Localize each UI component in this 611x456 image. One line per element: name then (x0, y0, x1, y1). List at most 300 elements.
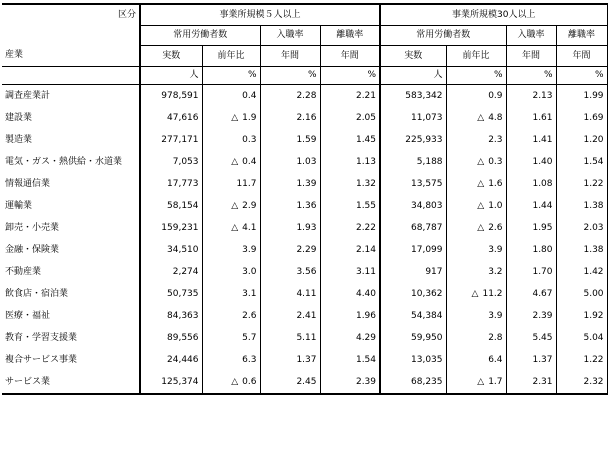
unit-person-30: 人 (380, 67, 446, 85)
entry-rate-30-cell (506, 327, 556, 349)
yoy-30-cell-value: 11.2 (482, 288, 503, 299)
exit-rate-5-cell (320, 261, 380, 283)
employees-5-cell (140, 239, 202, 261)
negative-mark: △ (477, 376, 485, 387)
entry-rate-30-cell-value: 1.37 (532, 354, 553, 365)
annual-heading-30-out: 年間 (556, 46, 607, 67)
yoy-30-cell-value: 2.3 (488, 134, 503, 145)
negative-mark: △ (477, 112, 485, 123)
exit-rate-5-cell (320, 173, 380, 195)
employees-5-cell-value: 277,171 (161, 134, 199, 145)
entry-rate-30-cell (506, 173, 556, 195)
negative-mark: △ (477, 222, 485, 233)
employees-5-cell-value: 34,510 (167, 244, 199, 255)
entry-rate-30-cell (506, 371, 556, 394)
entry-rate-5-cell-value: 2.41 (296, 310, 317, 321)
negative-mark: △ (231, 112, 239, 123)
employees-30-cell (380, 107, 446, 129)
group-5-heading: 事業所規模５人以上 (140, 4, 380, 26)
yoy-30-cell-value: 3.9 (488, 310, 503, 321)
yoy-5-cell (202, 349, 260, 371)
yoy-5-cell-value: 0.6 (242, 376, 257, 387)
yoy-30-cell (446, 349, 506, 371)
yoy-30-cell (446, 129, 506, 151)
exit-rate-30-cell-value: 2.32 (583, 376, 604, 387)
yoy-5-cell-value: 3.1 (242, 288, 257, 299)
table-row (2, 195, 607, 217)
employees-5-cell (140, 151, 202, 173)
employees-30-cell (380, 371, 446, 394)
industry-cell (2, 195, 140, 217)
exit-rate-5-cell-value: 2.39 (355, 376, 377, 387)
employees-5-cell-value: 24,446 (167, 354, 199, 365)
unit-person-5: 人 (140, 67, 202, 85)
entry-rate-5-cell (260, 371, 320, 394)
employees-5-cell (140, 349, 202, 371)
entry-rate-30-cell (506, 283, 556, 305)
entry-rate-30-cell-value: 2.31 (532, 376, 553, 387)
exit-rate-5-cell (320, 195, 380, 217)
employees-5-cell (140, 283, 202, 305)
yoy-5-cell (202, 107, 260, 129)
exit-rate-30-cell (556, 217, 607, 239)
employees-5-cell (140, 371, 202, 394)
entry-rate-30-cell-value: 1.70 (532, 266, 553, 277)
negative-mark: △ (231, 200, 239, 211)
yoy-30-cell-value: 2.8 (488, 332, 503, 343)
employees-5-cell (140, 173, 202, 195)
yoy-30-cell-value: 2.6 (488, 222, 503, 233)
exit-rate-30-cell-value: 1.54 (583, 156, 604, 167)
entry-rate-30-cell-value: 1.44 (532, 200, 553, 211)
table-row (2, 239, 607, 261)
unit-pct-5-in: % (260, 67, 320, 85)
industry-cell (2, 151, 140, 173)
yoy-30-cell-value: 3.2 (488, 266, 503, 277)
yoy-5-cell-value: 11.7 (236, 178, 257, 189)
yoy-30-cell (446, 151, 506, 173)
industry-cell-value: 運輸業 (5, 200, 33, 211)
negative-mark: △ (231, 222, 239, 233)
entry-rate-30-cell-value: 1.95 (532, 222, 553, 233)
industry-cell-value: 情報通信業 (5, 178, 51, 189)
entry-rate-5-cell (260, 305, 320, 327)
employees-30-cell (380, 195, 446, 217)
entry-rate-30-cell (506, 195, 556, 217)
table-row (2, 85, 607, 108)
exit-rate-5-cell-value: 4.40 (355, 288, 377, 299)
industry-cell-value: 卸売・小売業 (5, 222, 60, 233)
exit-rate-5-cell-value: 2.14 (355, 244, 377, 255)
employees-heading-30: 常用労働者数 (380, 26, 506, 46)
exit-rate-5-cell (320, 85, 380, 108)
entry-rate-5-cell (260, 195, 320, 217)
yoy-5-cell (202, 195, 260, 217)
exit-rate-5-cell (320, 305, 380, 327)
employees-5-cell-value: 125,374 (161, 376, 199, 387)
employees-5-cell-value: 50,735 (167, 288, 199, 299)
entry-rate-5-cell-value: 2.28 (296, 90, 317, 101)
industry-cell (2, 239, 140, 261)
exit-rate-5-cell-value: 3.11 (355, 266, 377, 277)
employees-30-cell-value: 68,235 (411, 376, 443, 387)
entry-rate-30-cell (506, 261, 556, 283)
entry-rate-5-cell-value: 5.11 (296, 332, 317, 343)
exit-rate-30-cell (556, 85, 607, 108)
industry-cell-value: 建設業 (5, 112, 33, 123)
yoy-5-cell-value: 2.6 (242, 310, 257, 321)
table-row (2, 261, 607, 283)
labor-statistics-table (2, 3, 608, 395)
unit-pct-30-out: % (556, 67, 607, 85)
entry-rate-30-cell (506, 305, 556, 327)
unit-pct-30-yoy: % (446, 67, 506, 85)
employees-30-cell (380, 129, 446, 151)
exit-rate-30-cell-value: 5.04 (583, 332, 604, 343)
exit-rate-30-cell (556, 305, 607, 327)
yoy-5-cell-value: 0.4 (242, 156, 257, 167)
employees-5-cell (140, 327, 202, 349)
employees-5-cell (140, 261, 202, 283)
entry-rate-5-cell (260, 327, 320, 349)
exit-rate-30-cell (556, 195, 607, 217)
yoy-5-cell (202, 261, 260, 283)
yoy-30-cell (446, 239, 506, 261)
exit-rate-5-cell (320, 239, 380, 261)
yoy-30-cell-value: 3.9 (488, 244, 503, 255)
exit-rate-5-cell-value: 1.32 (355, 178, 377, 189)
employees-5-cell-value: 47,616 (167, 112, 199, 123)
employees-30-cell (380, 239, 446, 261)
entry-rate-5-cell (260, 239, 320, 261)
entry-rate-30-cell (506, 349, 556, 371)
employees-30-cell-value: 225,933 (405, 134, 443, 145)
employees-5-cell-value: 17,773 (167, 178, 199, 189)
group-30-heading: 事業所規模30人以上 (380, 4, 607, 26)
yoy-30-cell (446, 327, 506, 349)
entry-rate-5-cell (260, 129, 320, 151)
entry-rate-5-cell (260, 261, 320, 283)
table-row (2, 173, 607, 195)
employees-30-cell-value: 59,950 (411, 332, 443, 343)
exit-rate-30-cell-value: 1.99 (583, 90, 604, 101)
entry-rate-30-cell (506, 217, 556, 239)
yoy-30-cell (446, 107, 506, 129)
exit-rate-heading-5: 離職率 (320, 26, 380, 46)
exit-rate-30-cell-value: 1.69 (583, 112, 604, 123)
unit-pct-5-yoy: % (202, 67, 260, 85)
exit-rate-5-cell (320, 371, 380, 394)
yoy-30-cell (446, 261, 506, 283)
entry-rate-5-cell (260, 217, 320, 239)
table-row (2, 129, 607, 151)
employees-30-cell-value: 13,575 (411, 178, 443, 189)
exit-rate-30-cell-value: 1.20 (583, 134, 604, 145)
employees-30-cell-value: 5,188 (416, 156, 443, 167)
exit-rate-30-cell (556, 107, 607, 129)
industry-cell-value: サービス業 (5, 376, 51, 387)
employees-30-cell (380, 305, 446, 327)
exit-rate-30-cell (556, 129, 607, 151)
entry-rate-30-cell (506, 151, 556, 173)
exit-rate-5-cell (320, 107, 380, 129)
yoy-30-cell (446, 305, 506, 327)
entry-rate-30-cell-value: 1.41 (532, 134, 553, 145)
entry-rate-30-cell-value: 1.08 (532, 178, 553, 189)
employees-30-cell (380, 151, 446, 173)
employees-5-cell-value: 84,363 (167, 310, 199, 321)
yoy-5-cell (202, 239, 260, 261)
yoy-5-cell (202, 305, 260, 327)
yoy-30-cell (446, 371, 506, 394)
entry-rate-5-cell-value: 1.93 (296, 222, 317, 233)
yoy-heading-30: 前年比 (446, 46, 506, 67)
industry-cell-value: 製造業 (5, 134, 33, 145)
yoy-30-cell-value: 6.4 (488, 354, 503, 365)
exit-rate-30-cell-value: 1.22 (583, 354, 604, 365)
yoy-30-cell (446, 85, 506, 108)
table-row (2, 217, 607, 239)
entry-rate-5-cell-value: 2.16 (296, 112, 317, 123)
employees-5-cell-value: 978,591 (161, 90, 199, 101)
industry-cell (2, 129, 140, 151)
employees-30-cell (380, 327, 446, 349)
yoy-30-cell-value: 4.8 (488, 112, 503, 123)
entry-rate-30-cell-value: 5.45 (532, 332, 553, 343)
exit-rate-30-cell (556, 283, 607, 305)
employees-30-cell-value: 10,362 (411, 288, 443, 299)
table-header (2, 4, 607, 85)
entry-rate-5-cell-value: 1.59 (296, 134, 317, 145)
industry-cell-value: 飲食店・宿泊業 (5, 288, 69, 299)
entry-rate-5-cell-value: 1.37 (296, 354, 317, 365)
entry-rate-heading-30: 入職率 (506, 26, 556, 46)
employees-30-cell-value: 11,073 (411, 112, 443, 123)
entry-rate-5-cell-value: 1.03 (296, 156, 317, 167)
industry-cell (2, 283, 140, 305)
employees-5-cell-value: 58,154 (167, 200, 199, 211)
yoy-30-cell-value: 1.0 (488, 200, 503, 211)
yoy-30-cell (446, 195, 506, 217)
yoy-5-cell-value: 6.3 (242, 354, 257, 365)
employees-30-cell-value: 34,803 (411, 200, 443, 211)
yoy-5-cell-value: 3.9 (242, 244, 257, 255)
exit-rate-30-cell (556, 261, 607, 283)
exit-rate-5-cell-value: 1.13 (355, 156, 377, 167)
employees-30-cell-value: 917 (425, 266, 443, 277)
negative-mark: △ (471, 288, 479, 299)
yoy-5-cell (202, 173, 260, 195)
industry-cell (2, 371, 140, 394)
yoy-30-cell-value: 1.6 (488, 178, 503, 189)
exit-rate-5-cell-value: 1.54 (355, 354, 377, 365)
negative-mark: △ (477, 178, 485, 189)
actual-heading-5: 実数 (140, 46, 202, 67)
yoy-5-cell-value: 0.4 (242, 90, 257, 101)
table-row (2, 151, 607, 173)
entry-rate-30-cell (506, 129, 556, 151)
annual-heading-30-in: 年間 (506, 46, 556, 67)
annual-heading-5-in: 年間 (260, 46, 320, 67)
kubun-label: 区分 (2, 4, 140, 26)
industry-cell (2, 217, 140, 239)
employees-30-cell-value: 13,035 (411, 354, 443, 365)
employees-5-cell (140, 305, 202, 327)
entry-rate-30-cell-value: 1.40 (532, 156, 553, 167)
employees-30-cell-value: 68,787 (411, 222, 443, 233)
exit-rate-30-cell (556, 327, 607, 349)
unit-pct-30-in: % (506, 67, 556, 85)
exit-rate-30-cell-value: 1.92 (583, 310, 604, 321)
entry-rate-5-cell (260, 151, 320, 173)
yoy-5-cell (202, 217, 260, 239)
yoy-5-cell-value: 1.9 (242, 112, 257, 123)
industry-cell (2, 305, 140, 327)
exit-rate-30-cell-value: 1.38 (583, 244, 604, 255)
yoy-heading-5: 前年比 (202, 46, 260, 67)
exit-rate-5-cell-value: 4.29 (355, 332, 377, 343)
entry-rate-5-cell-value: 3.56 (296, 266, 317, 277)
yoy-5-cell (202, 371, 260, 394)
employees-5-cell (140, 85, 202, 108)
negative-mark: △ (231, 156, 239, 167)
entry-rate-30-cell-value: 2.13 (532, 90, 553, 101)
industry-cell-value: 複合サービス事業 (5, 354, 78, 365)
entry-rate-30-cell (506, 85, 556, 108)
employees-5-cell-value: 159,231 (161, 222, 199, 233)
yoy-30-cell-value: 0.9 (488, 90, 503, 101)
entry-rate-5-cell-value: 4.11 (296, 288, 317, 299)
entry-rate-5-cell (260, 173, 320, 195)
unit-pct-5-out: % (320, 67, 380, 85)
exit-rate-5-cell-value: 2.22 (355, 222, 377, 233)
yoy-30-cell (446, 173, 506, 195)
employees-30-cell (380, 349, 446, 371)
employees-5-cell (140, 195, 202, 217)
exit-rate-30-cell (556, 371, 607, 394)
exit-rate-5-cell (320, 217, 380, 239)
entry-rate-30-cell-value: 1.61 (532, 112, 553, 123)
yoy-5-cell-value: 4.1 (242, 222, 257, 233)
exit-rate-5-cell (320, 283, 380, 305)
yoy-5-cell-value: 5.7 (242, 332, 257, 343)
table-row (2, 327, 607, 349)
yoy-30-cell-value: 1.7 (488, 376, 503, 387)
yoy-5-cell (202, 283, 260, 305)
exit-rate-5-cell (320, 151, 380, 173)
employees-heading-5: 常用労働者数 (140, 26, 260, 46)
entry-rate-5-cell-value: 2.29 (296, 244, 317, 255)
employees-5-cell-value: 7,053 (172, 156, 199, 167)
industry-cell (2, 261, 140, 283)
exit-rate-5-cell-value: 2.05 (355, 112, 377, 123)
actual-heading-30: 実数 (380, 46, 446, 67)
employees-30-cell (380, 283, 446, 305)
industry-cell-value: 医療・福祉 (5, 310, 51, 321)
negative-mark: △ (231, 376, 239, 387)
employees-30-cell-value: 17,099 (411, 244, 443, 255)
industry-cell (2, 173, 140, 195)
exit-rate-30-cell-value: 1.38 (583, 200, 604, 211)
exit-rate-30-cell-value: 1.22 (583, 178, 604, 189)
industry-cell (2, 349, 140, 371)
exit-rate-30-cell-value: 1.42 (583, 266, 604, 277)
industry-cell-value: 調査産業計 (5, 90, 51, 101)
entry-rate-5-cell-value: 2.45 (296, 376, 317, 387)
exit-rate-5-cell (320, 327, 380, 349)
industry-cell-value: 金融・保険業 (5, 244, 60, 255)
employees-5-cell-value: 2,274 (172, 266, 199, 277)
employees-30-cell (380, 85, 446, 108)
industry-cell (2, 107, 140, 129)
entry-rate-30-cell-value: 2.39 (532, 310, 553, 321)
entry-rate-5-cell (260, 349, 320, 371)
exit-rate-heading-30: 離職率 (556, 26, 607, 46)
yoy-5-cell (202, 151, 260, 173)
industry-cell (2, 85, 140, 108)
negative-mark: △ (477, 156, 485, 167)
entry-rate-5-cell (260, 85, 320, 108)
entry-rate-5-cell (260, 107, 320, 129)
exit-rate-5-cell (320, 349, 380, 371)
yoy-30-cell (446, 283, 506, 305)
employees-30-cell (380, 217, 446, 239)
exit-rate-5-cell (320, 129, 380, 151)
exit-rate-30-cell (556, 173, 607, 195)
exit-rate-5-cell-value: 1.96 (355, 310, 377, 321)
exit-rate-30-cell (556, 151, 607, 173)
entry-rate-5-cell (260, 283, 320, 305)
exit-rate-30-cell-value: 2.03 (583, 222, 604, 233)
entry-rate-30-cell (506, 239, 556, 261)
employees-30-cell (380, 261, 446, 283)
entry-rate-30-cell-value: 4.67 (532, 288, 553, 299)
table-row (2, 371, 607, 394)
table-row (2, 305, 607, 327)
entry-rate-30-cell-value: 1.80 (532, 244, 553, 255)
entry-rate-heading-5: 入職率 (260, 26, 320, 46)
employees-30-cell-value: 583,342 (405, 90, 443, 101)
industry-cell-value: 不動産業 (5, 266, 42, 277)
yoy-30-cell-value: 0.3 (488, 156, 503, 167)
exit-rate-30-cell-value: 5.00 (583, 288, 604, 299)
entry-rate-5-cell-value: 1.39 (296, 178, 317, 189)
table-row (2, 283, 607, 305)
exit-rate-5-cell-value: 1.55 (355, 200, 377, 211)
industry-cell (2, 327, 140, 349)
entry-rate-5-cell-value: 1.36 (296, 200, 317, 211)
exit-rate-5-cell-value: 2.21 (355, 90, 377, 101)
exit-rate-30-cell (556, 239, 607, 261)
exit-rate-30-cell (556, 349, 607, 371)
yoy-5-cell (202, 327, 260, 349)
annual-heading-5-out: 年間 (320, 46, 380, 67)
yoy-5-cell-value: 0.3 (242, 134, 257, 145)
industry-cell-value: 教育・学習支援業 (5, 332, 78, 343)
yoy-5-cell-value: 2.9 (242, 200, 257, 211)
employees-30-cell (380, 173, 446, 195)
entry-rate-30-cell (506, 107, 556, 129)
employees-5-cell (140, 217, 202, 239)
yoy-5-cell (202, 85, 260, 108)
employees-5-cell (140, 129, 202, 151)
employees-30-cell-value: 54,384 (411, 310, 443, 321)
industry-cell-value: 電気・ガス・熱供給・水道業 (5, 156, 123, 167)
sangyo-label: 産業 (2, 46, 140, 67)
negative-mark: △ (477, 200, 485, 211)
table-row (2, 349, 607, 371)
employees-5-cell (140, 107, 202, 129)
